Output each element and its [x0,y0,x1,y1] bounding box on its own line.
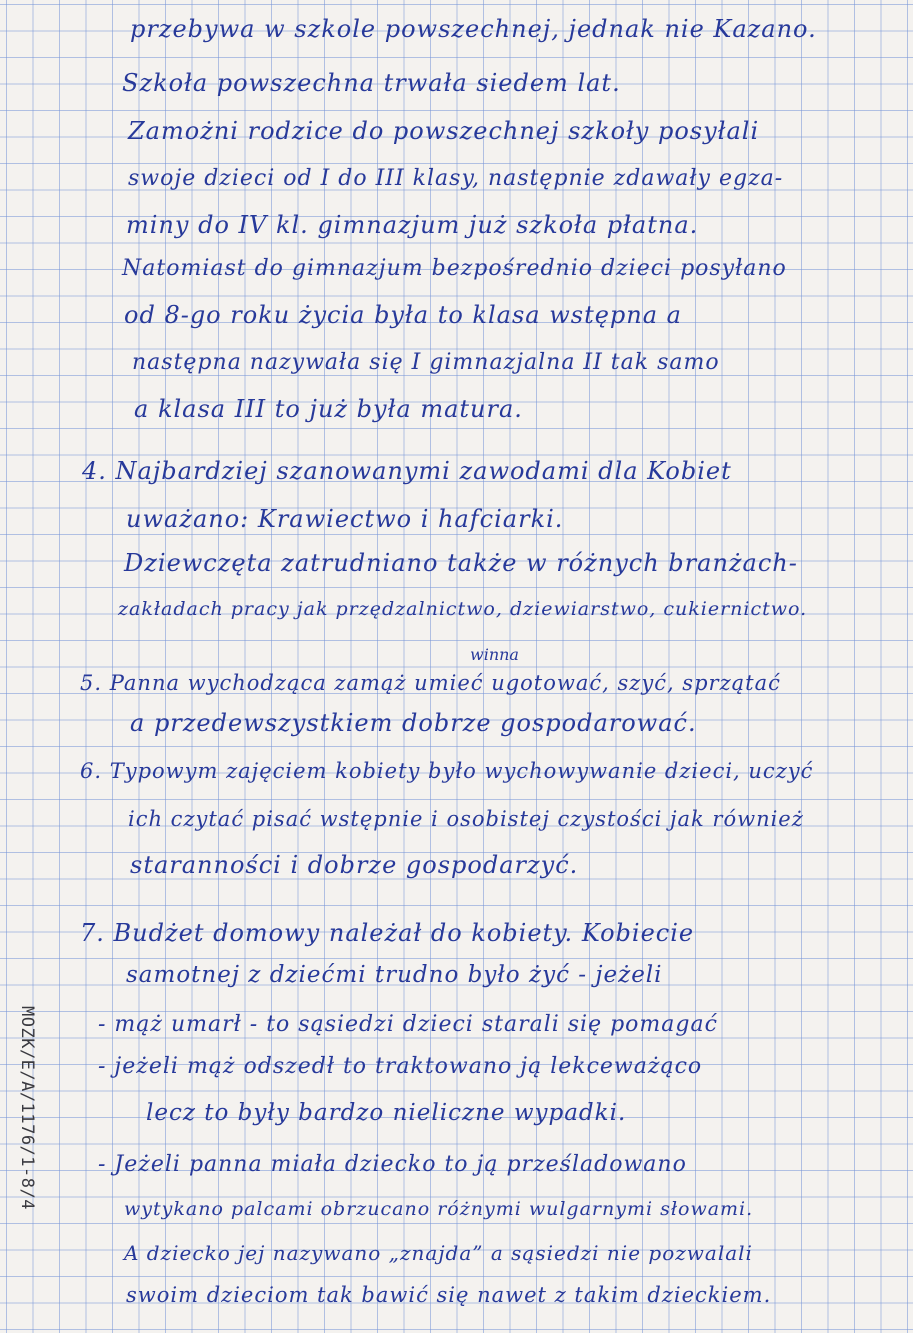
text-line: A dziecko jej nazywano „znajda” a sąsiedzi nie pozwalali [124,1241,753,1265]
text-line: zakładach pracy jak przędzalnictwo, dziewiarstwo, cukiernictwo. [118,598,808,620]
text-line: samotnej z dziećmi trudno było żyć - jeżeli [126,962,663,988]
text-line: uważano: Krawiectwo i hafciarki. [126,505,564,533]
text-line: - jeżeli mąż odszedł to traktowano ją lekceważąco [98,1054,703,1079]
text-line: lecz to były bardzo nieliczne wypadki. [146,1100,627,1126]
text-line: Natomiast do gimnazjum bezpośrednio dzieci posyłano [122,256,787,281]
archive-signature-text: MOZK/E/A/1176/1-8/4 [17,1006,37,1210]
text-line: 4. Najbardziej szanowanymi zawodami dla Kobiet [82,457,732,485]
text-line: 5. Panna wychodząca zamąż umieć ugotować, szyć, sprzątać [80,671,781,695]
text-line: swoim dzieciom tak bawić się nawet z takim dzieckiem. [126,1283,772,1307]
text-line: 7. Budżet domowy należał do kobiety. Kobiecie [80,919,695,947]
text-line: ich czytać pisać wstępnie i osobistej czystości jak również [128,807,804,831]
text-line: następna nazywała się I gimnazjalna II tak samo [132,350,720,375]
text-line: staranności i dobrze gospodarzyć. [130,851,579,879]
text-line: miny do IV kl. gimnazjum już szkoła płatna. [126,211,699,239]
text-line: Zamożni rodzice do powszechnej szkoły posyłali [128,117,760,145]
text-line: przebywa w szkole powszechnej, jednak nie Kazano. [130,15,817,43]
text-line: - Jeżeli panna miała dziecko to ją prześladowano [98,1152,687,1177]
text-line: 6. Typowym zajęciem kobiety było wychowywanie dzieci, uczyć [80,759,814,783]
text-line: Dziewczęta zatrudniano także w różnych branżach- [124,549,798,577]
inserted-word: winna [470,645,519,664]
text-line: swoje dzieci od I do III klasy, następnie zdawały egza- [128,166,784,191]
text-line: Szkoła powszechna trwała siedem lat. [122,69,621,97]
archive-signature-stamp [14,1006,38,1256]
text-line: od 8-go roku życia była to klasa wstępna a [124,301,682,329]
text-line: wytykano palcami obrzucano różnymi wulgarnymi słowami. [124,1198,754,1220]
text-line: a przedewszystkiem dobrze gospodarować. [130,709,697,737]
text-line: - mąż umarł - to sąsiedzi dzieci starali się pomagać [98,1012,718,1037]
text-line: a klasa III to już była matura. [134,395,523,423]
